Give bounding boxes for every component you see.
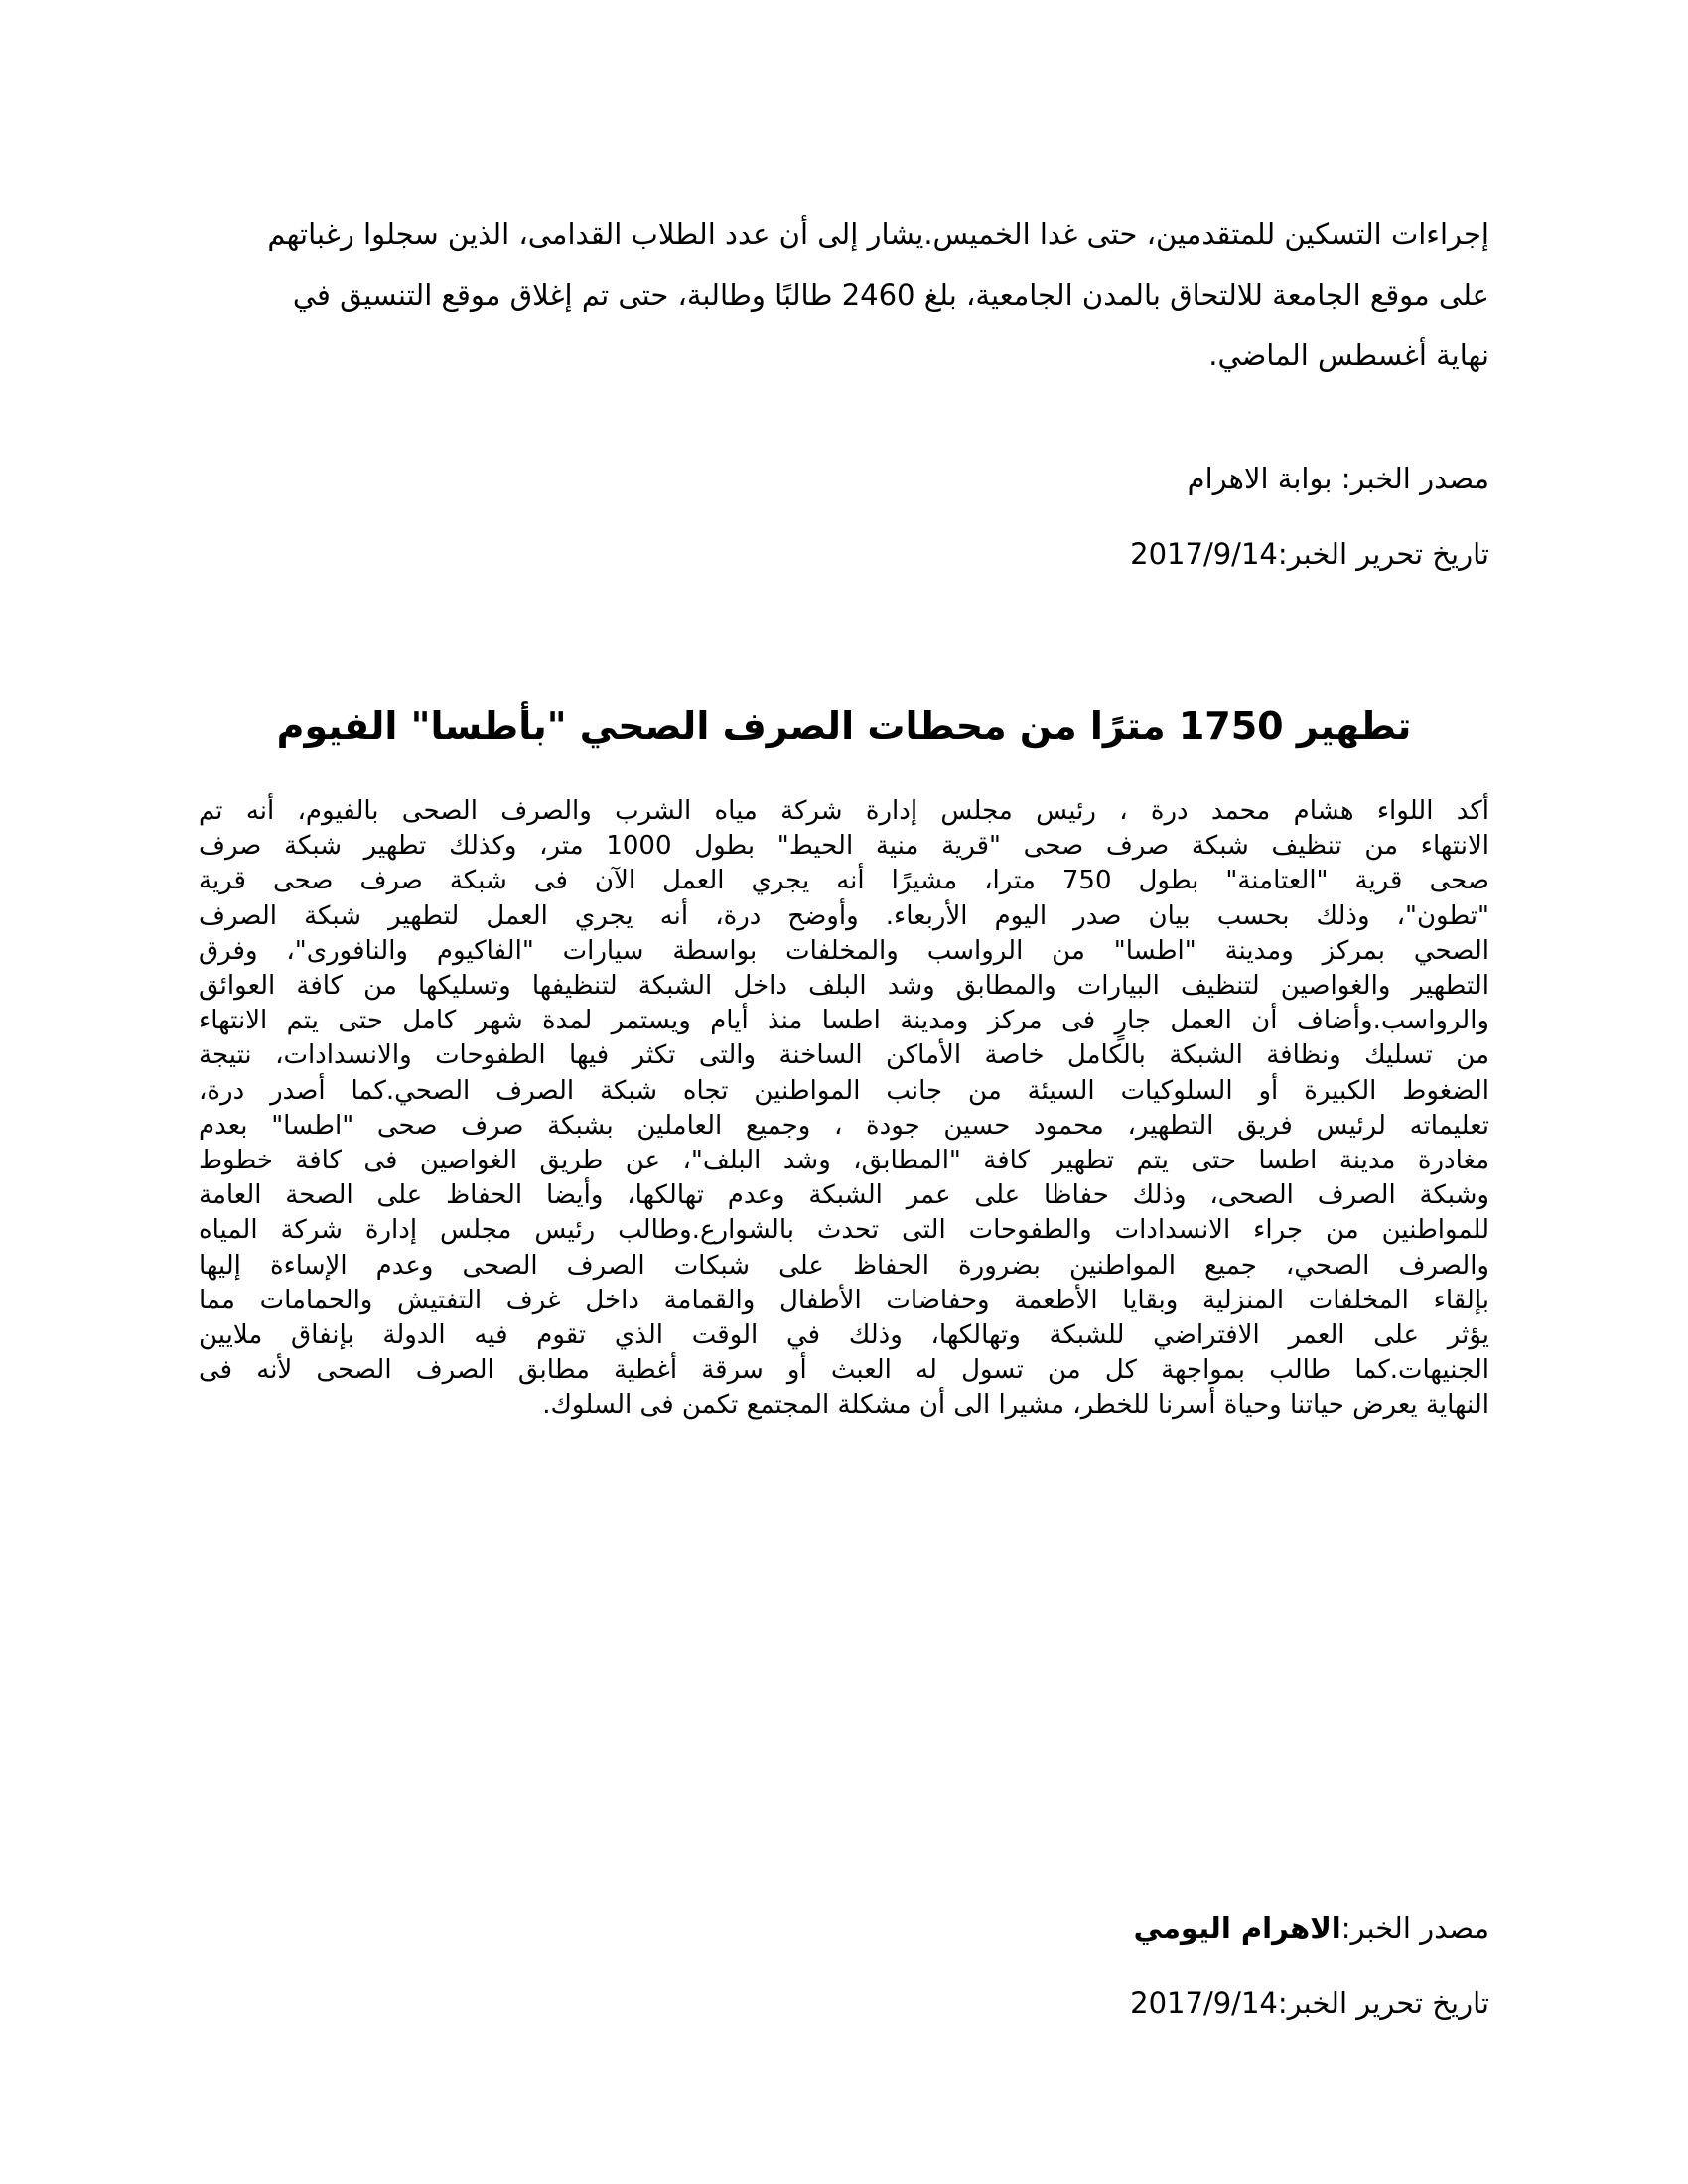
- date-value: 2017/9/14: [1130, 537, 1278, 571]
- article-body: [199, 794, 1489, 1424]
- body-line: "تطون"، وذلك بحسب بيان صدر اليوم الأربعاء. وأوضح درة، أنه يجري العمل لتطهير شبكة الصرف: [199, 900, 1489, 931]
- source-value: بوابة الاهرام: [1187, 462, 1333, 495]
- body-line: التطهير والغواصين لتنظيف البيارات والمطابق وشد البلف داخل الشبكة لتنظيفها وتسليكها من كافة العوائق: [199, 971, 1489, 1002]
- body-line: وشبكة الصرف الصحى، وذلك حفاظا على عمر الشبكة وعدم تهالكها، وأيضا الحفاظ على الصحة العامة: [199, 1180, 1489, 1211]
- body-line: أكد اللواء هشام محمد درة ، رئيس مجلس إدارة شركة مياه الشرب والصرف الصحى بالفيوم، أنه تم: [199, 796, 1489, 826]
- article-headline: تطهير 1750 مترًا من محطات الصرف الصحي "بأطسا" الفيوم: [276, 704, 1412, 748]
- article-source: [199, 1908, 1489, 1948]
- source-label: مصدر الخبر:: [1332, 462, 1489, 495]
- body-line: الصحي بمركز ومدينة "اطسا" من الرواسب والمخلفات بواسطة سيارات "الفاكيوم والنافورى"، وفرق: [199, 935, 1489, 966]
- body-line: الانتهاء من تنظيف شبكة صرف صحى "قرية منية الحيط" بطول 1000 متر، وكذلك تطهير شبكة صرف: [199, 831, 1490, 862]
- body-line: للمواطنين من جراء الانسدادات والطفوحات التى تحدث بالشوارع.وطالب رئيس مجلس إدارة شركة المياه: [199, 1215, 1489, 1246]
- previous-article-date: [199, 534, 1489, 574]
- body-line: بإلقاء المخلفات المنزلية وبقايا الأطعمة وحفاضات الأطفال والقمامة داخل غرف التفتيش والحمامات مما: [199, 1285, 1489, 1315]
- body-line: الجنيهات.كما طالب بمواجهة كل من تسول له العبث أو سرقة أغطية مطابق الصرف الصحى لأنه فى: [199, 1355, 1489, 1386]
- paragraph-line: على موقع الجامعة للالتحاق بالمدن الجامعية، بلغ 2460 طالبًا وطالبة، حتى تم إغلاق موقع التنسيق في: [292, 278, 1489, 312]
- previous-article-source: [199, 459, 1489, 498]
- date-value: 2017/9/14: [1130, 1986, 1278, 2020]
- date-label: تاريخ تحرير الخبر:: [1277, 537, 1489, 571]
- paragraph-line: نهاية أغسطس الماضي.: [1208, 339, 1489, 372]
- date-label: تاريخ تحرير الخبر:: [1277, 1986, 1489, 2020]
- paragraph-line: إجراءات التسكين للمتقدمين، حتى غدا الخميس.يشار إلى أن عدد الطلاب القدامى، الذين سجلوا رغباتهم: [267, 217, 1489, 251]
- body-line: تعليماته لرئيس فريق التطهير، محمود حسين جودة ، وجميع العاملين بشبكة صرف صحى "اطسا" بعدم: [199, 1110, 1489, 1141]
- body-line: النهاية يعرض حياتنا وحياة أسرنا للخطر، مشيرا الى أن مشكلة المجتمع تكمن فى السلوك.: [542, 1390, 1489, 1421]
- body-line: من تسليك ونظافة الشبكة بالكامل خاصة الأماكن الساخنة والتى تكثر فيها الطفوحات والانسدادات، نتيجة: [199, 1040, 1489, 1071]
- body-line: الضغوط الكبيرة أو السلوكيات السيئة من جانب المواطنين تجاه شبكة الصرف الصحي.كما أصدر درة،: [199, 1075, 1489, 1106]
- body-line: مغادرة مدينة اطسا حتى يتم تطهير كافة "المطابق، وشد البلف"، عن طريق الغواصين فى كافة خطوط: [199, 1146, 1489, 1176]
- body-line: والصرف الصحي، جميع المواطنين بضرورة الحفاظ على شبكات الصرف الصحى وعدم الإساءة إليها: [199, 1250, 1489, 1281]
- source-value: الاهرام اليومي: [1133, 1911, 1341, 1945]
- previous-article-paragraph: [199, 205, 1489, 386]
- article-date: [199, 1983, 1489, 2023]
- body-line: صحى قرية "العتامنة" بطول 750 مترا، مشيرًا أنه يجري العمل الآن فى شبكة صرف صحى قرية: [199, 866, 1489, 896]
- source-label: مصدر الخبر:: [1340, 1911, 1489, 1945]
- body-line: يؤثر على العمر الافتراضي للشبكة وتهالكها، وذلك في الوقت الذي تقوم فيه الدولة بإنفاق ملايين: [199, 1320, 1489, 1351]
- body-line: والرواسب.وأضاف أن العمل جارٍ فى مركز ومدينة اطسا منذ أيام ويستمر لمدة شهر كامل حتى يتم الانتهاء: [199, 1006, 1489, 1036]
